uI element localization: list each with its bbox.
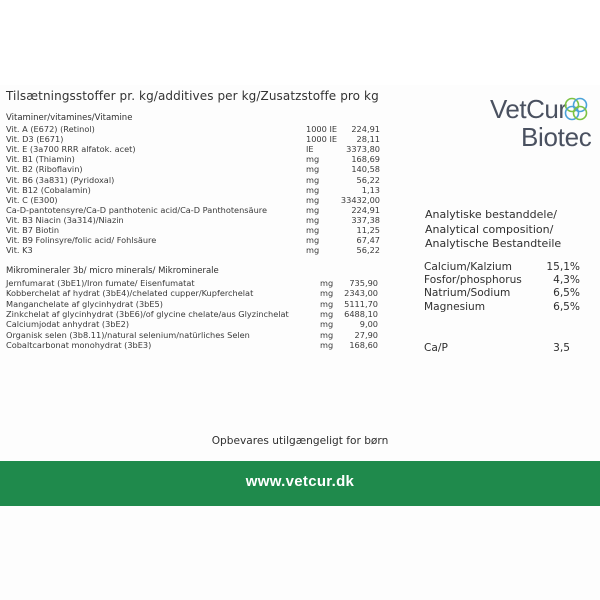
cell-unit: mg	[306, 154, 320, 165]
cell-value: 28,11	[356, 134, 380, 145]
cell-name: Vit. B12 (Cobalamin)	[6, 184, 91, 195]
cell-value: 56,22	[356, 174, 380, 185]
analytic-name: Magnesium	[424, 300, 486, 313]
cell-name: Vit. B1 (Thiamin)	[6, 154, 75, 165]
analytic-name: Calcium/Kalzium	[424, 261, 512, 273]
cell-unit: mg	[320, 278, 334, 288]
logo-text-vetcur: VetCur	[490, 94, 567, 124]
minerals-heading: Mikromineraler 3b/ micro minerals/ Mikrominerale	[6, 266, 219, 276]
ratio-value: 3,5	[553, 342, 570, 354]
cell-unit: mg	[306, 204, 320, 215]
cell-unit: mg	[320, 319, 334, 330]
cell-unit: mg	[320, 339, 334, 350]
cell-name: Jernfumarat (3bE1)/Iron fumate/ Eisenfumatat	[6, 278, 195, 288]
cell-unit: IE	[306, 144, 314, 155]
analytic-value: 4,3%	[553, 274, 580, 287]
cell-unit: mg	[306, 245, 320, 256]
analytic-name: Fosfor/phosphorus	[424, 274, 522, 287]
cell-unit: 1000 IE	[306, 134, 338, 145]
cell-unit: mg	[306, 174, 320, 185]
logo-text-biotec: Biotec	[521, 122, 592, 152]
cell-value: 33432,00	[340, 194, 380, 205]
analytic-heading	[425, 208, 561, 252]
logo-circles-icon	[562, 95, 590, 123]
cell-value: 9,00	[359, 319, 378, 330]
cell-name: Vit. C (E300)	[6, 194, 58, 205]
cell-value: 3373,80	[346, 144, 380, 155]
cell-value: 168,69	[351, 154, 380, 165]
vitamins-heading: Vitaminer/vitamines/Vitamine	[6, 113, 133, 123]
analytic-heading-line: Analytiske bestanddele/	[425, 208, 557, 221]
cell-value: 224,91	[351, 124, 380, 134]
cell-value: 337,38	[351, 214, 380, 225]
page-title: Tilsætningsstoffer pr. kg/additives per kg/Zusatzstoffe pro kg	[6, 89, 379, 103]
cell-value: 735,90	[349, 278, 378, 288]
cell-name: Organisk selen (3b8.11)/natural selenium/natürliches Selen	[6, 329, 250, 340]
cell-value: 5111,70	[344, 298, 378, 309]
cell-name: Cobaltcarbonat monohydrat (3bE3)	[6, 339, 152, 350]
cell-value: 140,58	[351, 164, 380, 175]
cell-name: Vit. B2 (Riboflavin)	[6, 164, 83, 175]
cell-name: Vit. B6 (3a831) (Pyridoxal)	[6, 174, 115, 185]
cell-value: 67,47	[356, 235, 380, 246]
cell-unit: mg	[306, 225, 320, 235]
cell-value: 224,91	[351, 204, 380, 215]
analytic-value: 15,1%	[546, 261, 580, 273]
cell-name: Manganchelate af glycinhydrat (3bE5)	[6, 298, 163, 309]
cell-value: 2343,00	[344, 288, 378, 299]
cell-unit: mg	[306, 214, 320, 225]
cell-name: Zinkchelat af glycinhydrat (3bE6)/of glycine chelate/aus Glyzinchelat	[6, 308, 289, 319]
analytic-name: Natrium/Sodium	[424, 287, 511, 300]
analytic-heading-line: Analytical composition/	[425, 222, 554, 236]
cell-value: 11,25	[356, 225, 380, 235]
analytic-value: 6,5%	[553, 300, 580, 313]
cell-unit: mg	[320, 308, 334, 319]
cell-unit: mg	[320, 288, 334, 299]
cell-value: 168,60	[349, 339, 378, 350]
cell-unit: mg	[320, 298, 334, 309]
cell-unit: mg	[306, 235, 320, 246]
cell-name: Vit. K3	[6, 245, 33, 256]
cell-value: 6488,10	[344, 308, 378, 319]
cell-name: Kobberchelat af hydrat (3bE4)/chelated cupper/Kupferchelat	[6, 288, 254, 299]
cell-name: Vit. B9 Folinsyre/folic acid/ Fohlsäure	[6, 235, 157, 246]
cell-value: 1,13	[361, 184, 380, 195]
cell-unit: mg	[320, 329, 334, 340]
cell-name: Vit. E (3a700 RRR alfatok. acet)	[6, 144, 136, 155]
website-link[interactable]: www.vetcur.dk	[245, 473, 355, 490]
cell-value: 27,90	[354, 329, 378, 340]
analytic-value: 6,5%	[553, 287, 580, 300]
top-background	[0, 0, 600, 85]
cell-unit: mg	[306, 194, 320, 205]
vetcur-logo	[488, 94, 592, 164]
cell-unit: mg	[306, 164, 320, 175]
cell-name: Ca-D-pantotensyre/Ca-D panthotenic acid/Ca-D Panthotensäure	[6, 204, 267, 215]
cell-value: 56,22	[356, 245, 380, 256]
cell-unit: mg	[306, 184, 320, 195]
cell-name: Vit. D3 (E671)	[6, 134, 64, 145]
storage-note: Opbevares utilgængeligt for børn	[211, 435, 389, 447]
cell-name: Calciumjodat anhydrat (3bE2)	[6, 319, 130, 330]
cell-name: Vit. A (E672) (Retinol)	[6, 124, 95, 134]
ratio-label: Ca/P	[424, 342, 448, 354]
cell-name: Vit. B7 Biotin	[6, 225, 60, 235]
analytic-heading-line: Analytische Bestandteile	[425, 237, 562, 250]
cell-unit: 1000 IE	[306, 124, 338, 134]
cell-name: Vit. B3 Niacin (3a314)/Niazin	[6, 214, 124, 225]
